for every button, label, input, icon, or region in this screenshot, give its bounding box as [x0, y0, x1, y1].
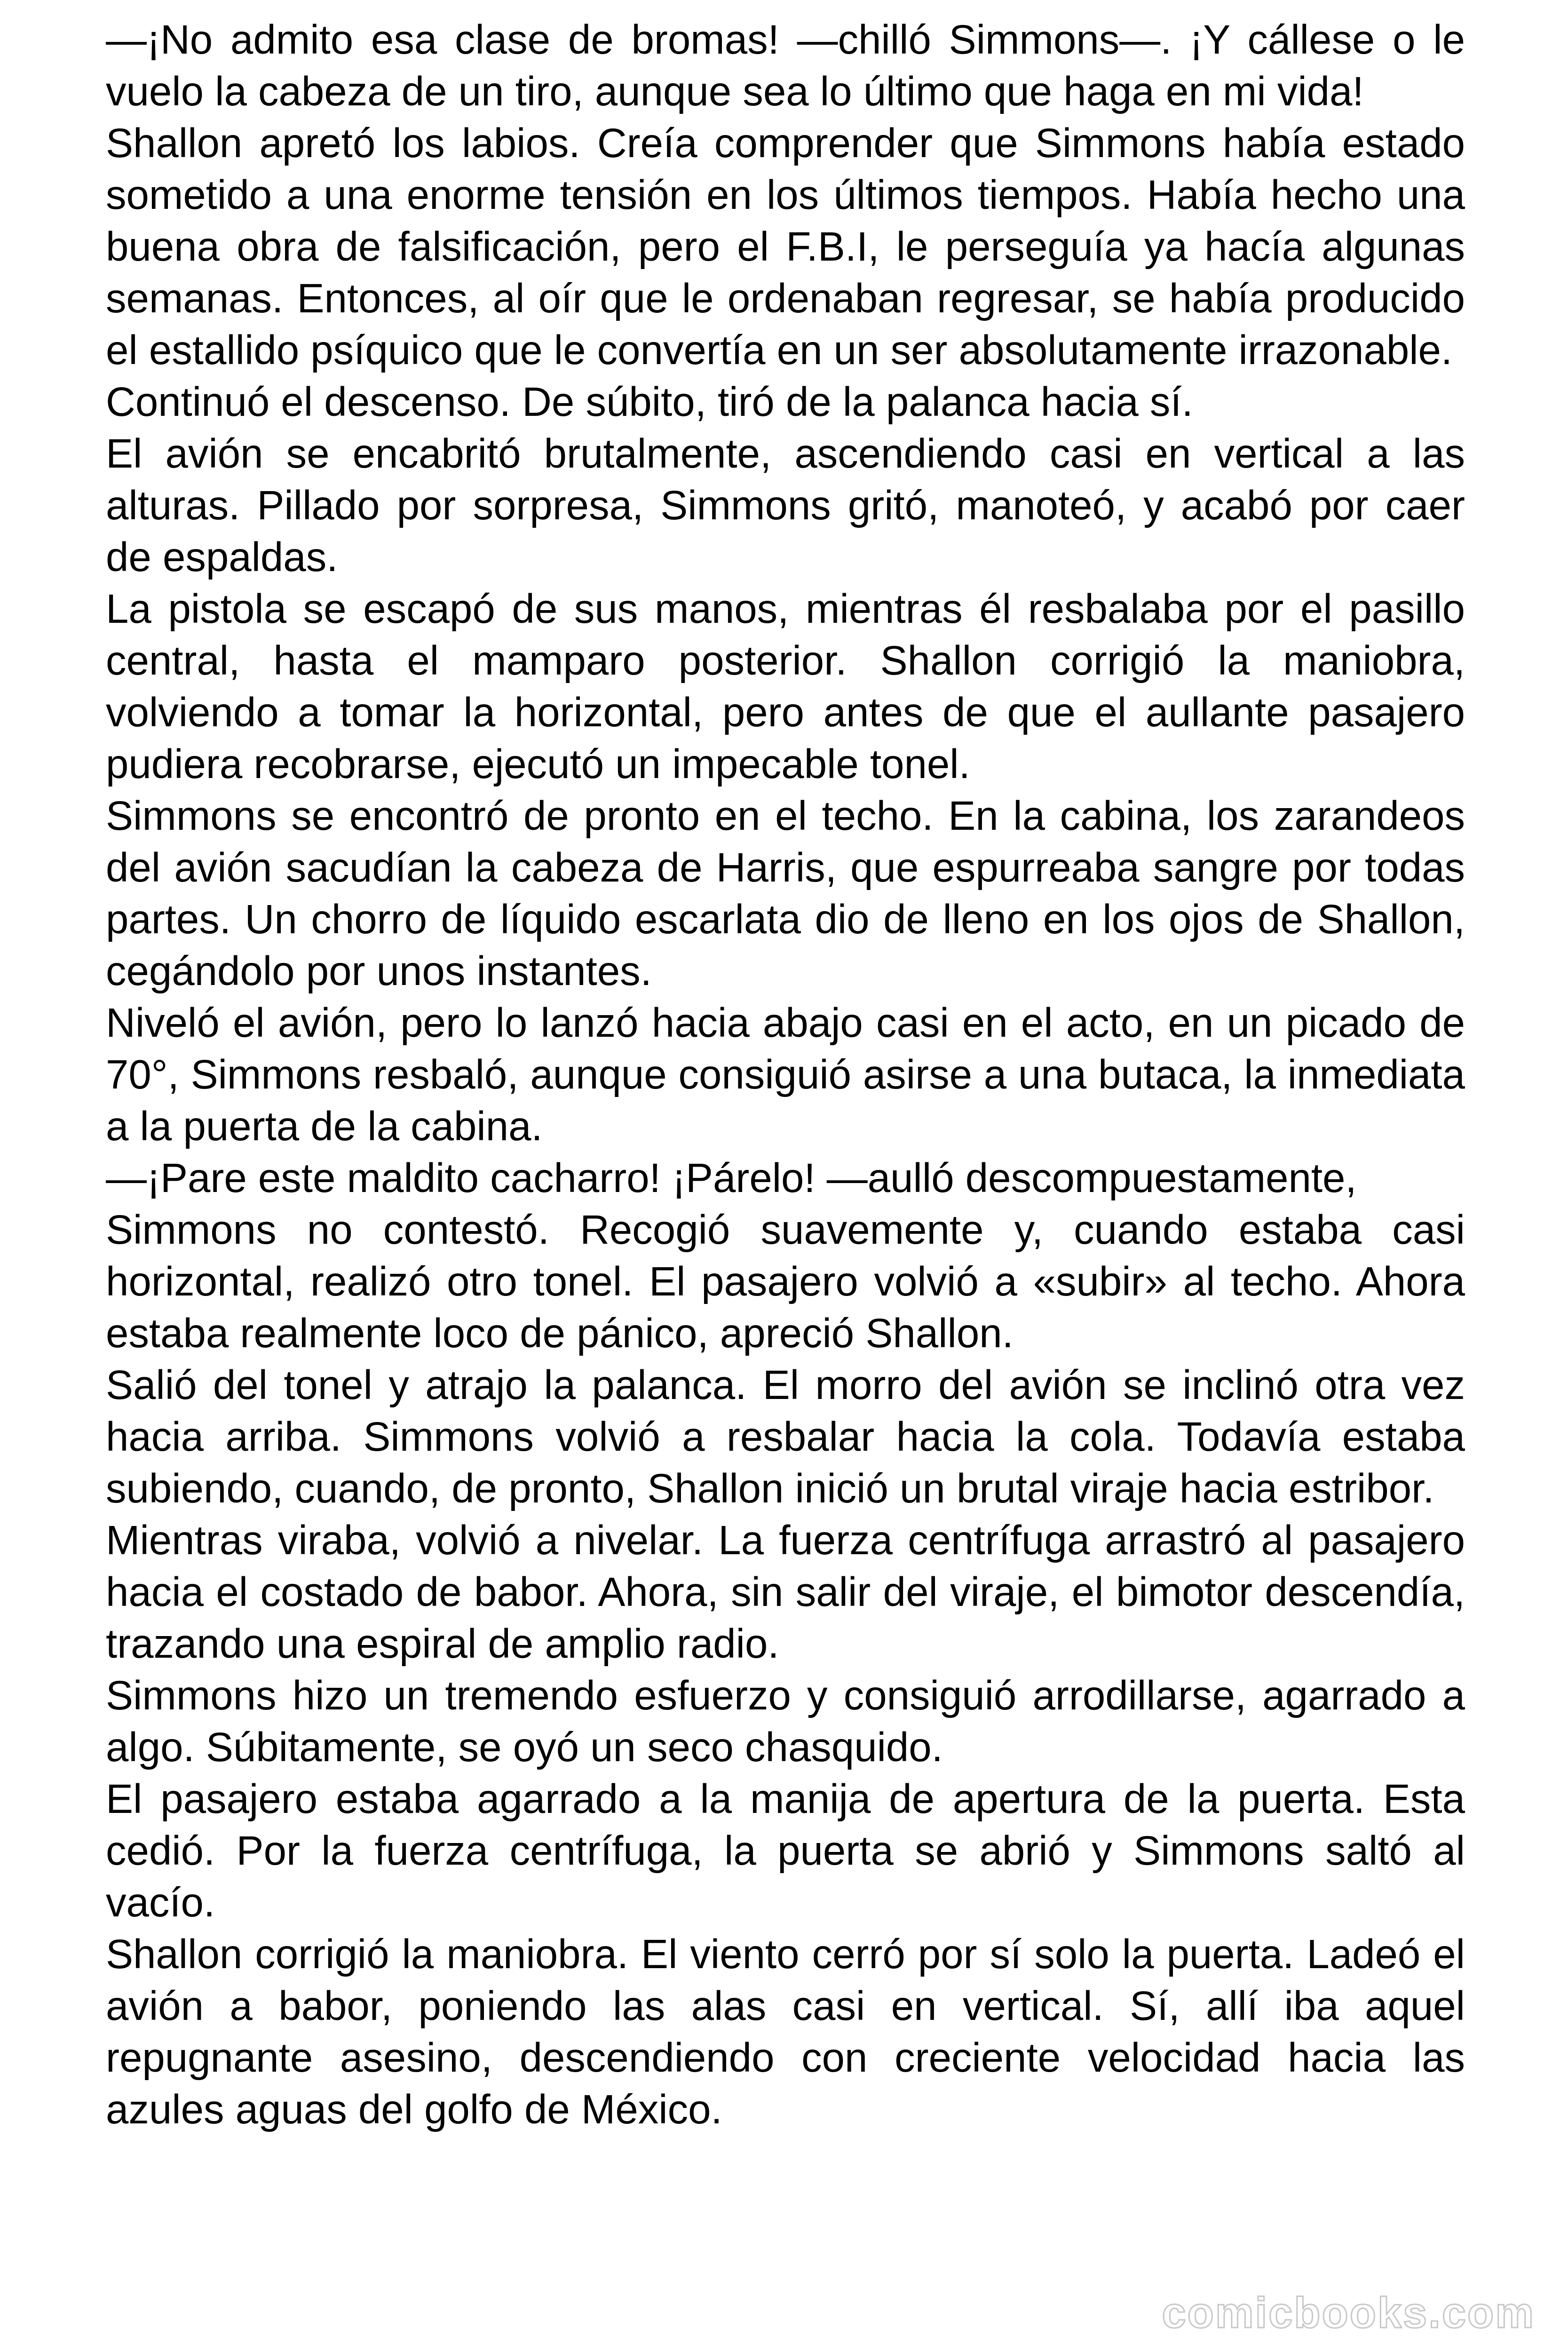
paragraph: La pistola se escapó de sus manos, mientras él resbalaba por el pasillo central, hasta el mamparo posterior. Shallon corrigió la maniobra, volviendo a tomar la horizontal, pero antes de que el aullante pasajero pudiera recobrarse, ejecutó un impecable tonel.	[106, 586, 1465, 787]
paragraph: Shallon corrigió la maniobra. El viento cerró por sí solo la puerta. Ladeó el avión a babor, poniendo las alas casi en vertical. Sí, allí iba aquel repugnante asesino, descendiendo con creciente velocidad hacia las azules aguas del golfo de México.	[106, 1931, 1465, 2132]
paragraph: Mientras viraba, volvió a nivelar. La fuerza centrífuga arrastró al pasajero hacia el costado de babor. Ahora, sin salir del viraje, el bimotor descendía, trazando una espiral de amplio radio.	[106, 1518, 1465, 1667]
paragraph: Niveló el avión, pero lo lanzó hacia abajo casi en el acto, en un picado de 70°, Simmons resbaló, aunque consiguió asirse a una butaca, la inmediata a la puerta de la cabina.	[106, 1000, 1465, 1149]
paragraph: —¡No admito esa clase de bromas! —chilló Simmons—. ¡Y cállese o le vuelo la cabeza de un tiro, aunque sea lo último que haga en mi vida!	[106, 17, 1465, 114]
paragraph: Continuó el descenso. De súbito, tiró de la palanca hacia sí.	[106, 379, 1193, 425]
paragraph: Simmons no contestó. Recogió suavemente y, cuando estaba casi horizontal, realizó otro tonel. El pasajero volvió a «subir» al techo. Ahora estaba realmente loco de pánico, apreció Shallon.	[106, 1207, 1465, 1356]
paragraph: El pasajero estaba agarrado a la manija de apertura de la puerta. Esta cedió. Por la fuerza centrífuga, la puerta se abrió y Simmons saltó al vacío.	[106, 1776, 1465, 1925]
book-page-text	[106, 14, 1465, 2272]
paragraph: Simmons se encontró de pronto en el techo. En la cabina, los zarandeos del avión sacudían la cabeza de Harris, que espurreaba sangre por todas partes. Un chorro de líquido escarlata dio de lleno en los ojos de Shallon, cegándolo por unos instantes.	[106, 793, 1465, 994]
watermark: comicbooks.com	[1162, 2289, 1535, 2337]
paragraph: El avión se encabritó brutalmente, ascendiendo casi en vertical a las alturas. Pillado por sorpresa, Simmons gritó, manoteó, y acabó por caer de espaldas.	[106, 431, 1465, 580]
paragraph: Simmons hizo un tremendo esfuerzo y consiguió arrodillarse, agarrado a algo. Súbitamente, se oyó un seco chasquido.	[106, 1673, 1465, 1770]
paragraph: —¡Pare este maldito cacharro! ¡Párelo! —aulló descompuestamente,	[106, 1155, 1357, 1201]
paragraph: Shallon apretó los labios. Creía comprender que Simmons había estado sometido a una enorme tensión en los últimos tiempos. Había hecho una buena obra de falsificación, pero el F.B.I, le perseguía ya hacía algunas semanas. Entonces, al oír que le ordenaban regresar, se había producido el estallido psíquico que le convertía en un ser absolutamente irrazonable.	[106, 120, 1465, 373]
paragraph: Salió del tonel y atrajo la palanca. El morro del avión se inclinó otra vez hacia arriba. Simmons volvió a resbalar hacia la cola. Todavía estaba subiendo, cuando, de pronto, Shallon inició un brutal viraje hacia estribor.	[106, 1362, 1465, 1511]
